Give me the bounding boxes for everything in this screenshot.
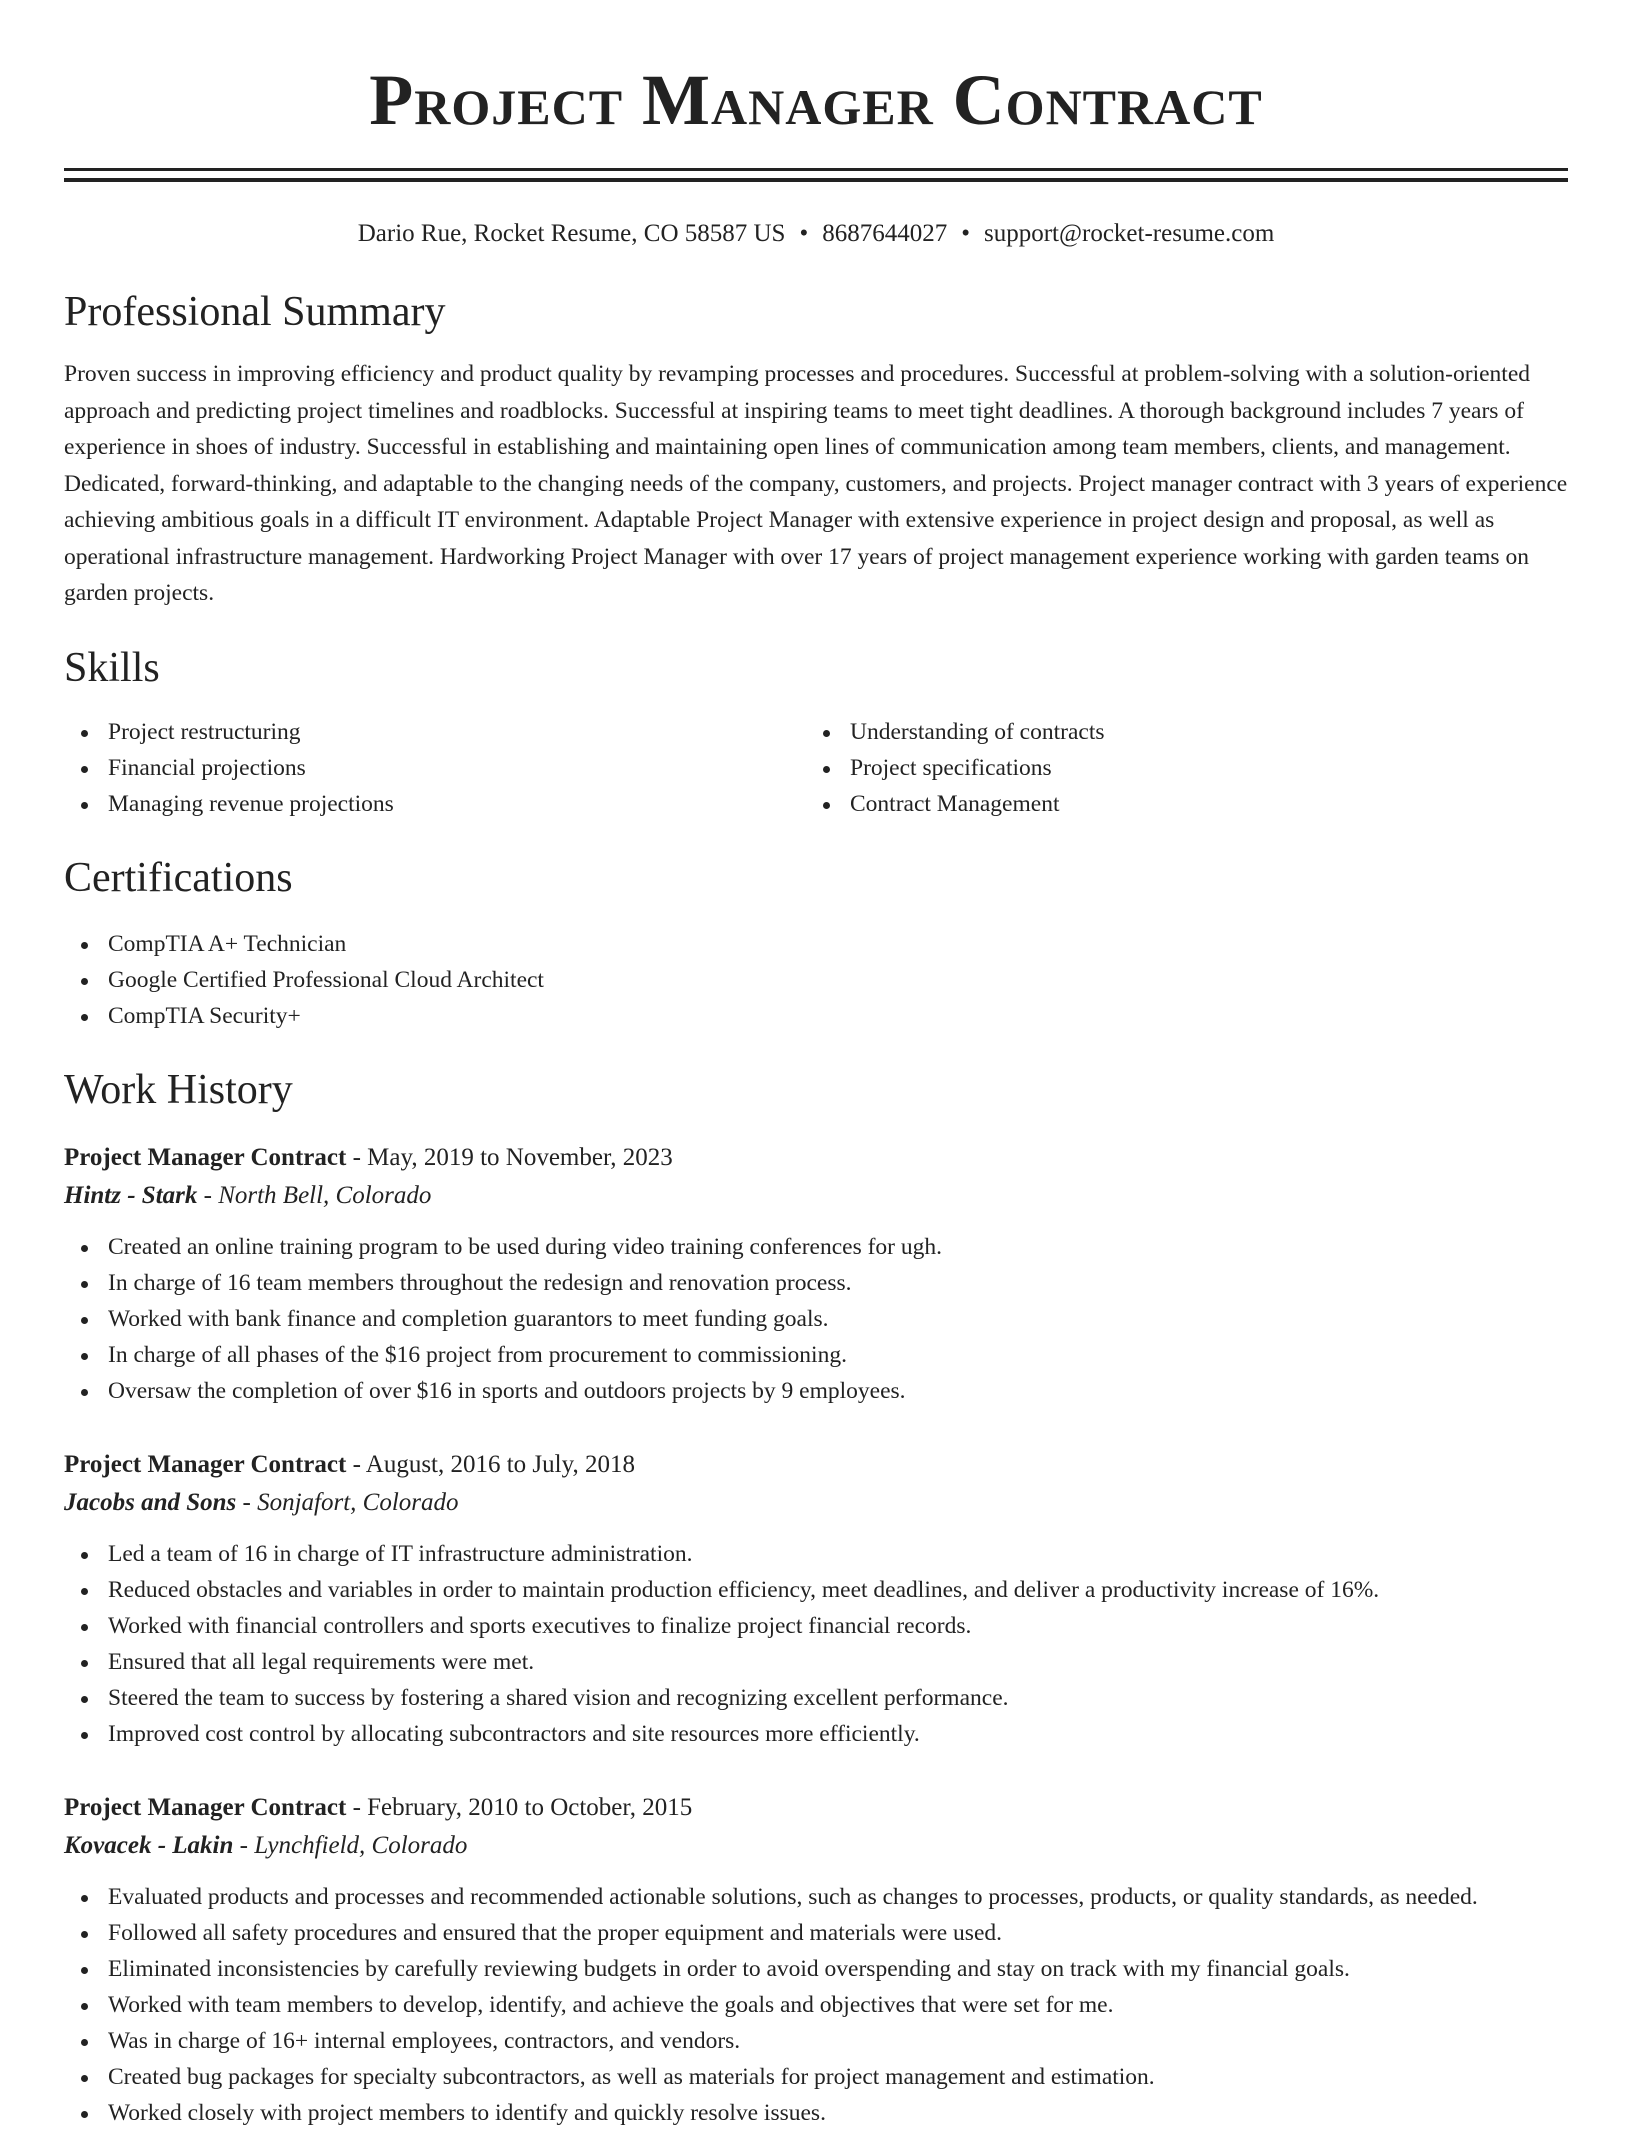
job-bullet: In charge of 16 team members throughout the redesign and renovation process. (64, 1265, 1568, 1301)
job-bullet: Oversaw the completion of over $16 in sports and outdoors projects by 9 employees. (64, 1373, 1568, 1409)
job-bullets (64, 1536, 1568, 1752)
job-location: - North Bell, Colorado (197, 1181, 432, 1209)
skills-column-right (806, 714, 1548, 822)
job-bullets (64, 1229, 1568, 1409)
job-dates: - February, 2010 to October, 2015 (346, 1793, 693, 1821)
job-company: Jacobs and Sons (64, 1488, 237, 1516)
job-bullet: Steered the team to success by fostering a shared vision and recognizing excellent performance. (64, 1680, 1568, 1716)
title-rule-bottom (64, 178, 1568, 182)
job-bullet: Was in charge of 16+ internal employees, contractors, and vendors. (64, 2023, 1568, 2059)
job-bullet: Created bug packages for specialty subcontractors, as well as materials for project management and estimation. (64, 2059, 1568, 2095)
title-rule-top (64, 168, 1568, 171)
job-bullet: Led a team of 16 in charge of IT infrastructure administration. (64, 1536, 1568, 1572)
skill-item: Project restructuring (64, 714, 806, 750)
resume-title: Project Manager Contract (369, 60, 1263, 140)
skills-list (64, 714, 1568, 822)
summary-heading: Professional Summary (64, 289, 446, 335)
contact-separator: • (799, 220, 809, 247)
job-entry (64, 1140, 1568, 1409)
job-bullet: Reduced obstacles and variables in order to maintain production efficiency, meet deadlines, and deliver a productivity increase of 16%. (64, 1572, 1568, 1608)
skill-item: Managing revenue projections (64, 786, 806, 822)
job-entry (64, 1447, 1568, 1752)
job-bullet: Worked with team members to develop, identify, and achieve the goals and objectives that were set for me. (64, 1987, 1568, 2023)
job-bullet: Worked closely with project members to identify and quickly resolve issues. (64, 2095, 1568, 2131)
certification-item: Google Certified Professional Cloud Architect (64, 962, 1568, 998)
job-company: Kovacek - Lakin (64, 1831, 234, 1859)
work-history-heading: Work History (64, 1066, 293, 1113)
job-title: Project Manager Contract (64, 1143, 347, 1171)
skills-column-left (64, 714, 806, 822)
skill-item: Understanding of contracts (806, 714, 1548, 750)
job-location: - Lynchfield, Colorado (233, 1831, 468, 1859)
skill-item: Contract Management (806, 786, 1548, 822)
contact-line (64, 218, 1568, 250)
job-bullet: Worked with financial controllers and sports executives to finalize project financial records. (64, 1608, 1568, 1644)
job-bullet: Eliminated inconsistencies by carefully reviewing budgets in order to avoid overspending and stay on track with my financial goals. (64, 1951, 1568, 1987)
job-company-line (64, 1483, 1568, 1523)
job-company: Hintz - Stark (64, 1181, 198, 1209)
contact-address: Dario Rue, Rocket Resume, CO 58587 US (357, 220, 786, 247)
job-entry (64, 1790, 1568, 2131)
job-bullet: Worked with bank finance and completion guarantors to meet funding goals. (64, 1301, 1568, 1337)
job-dates: - May, 2019 to November, 2023 (346, 1143, 673, 1171)
job-bullet: Ensured that all legal requirements were met. (64, 1644, 1568, 1680)
job-bullets (64, 1879, 1568, 2131)
summary-text: Proven success in improving efficiency and product quality by revamping processes and procedures. Successful at problem-solving with a solution-oriented approach and predicting project timelines and roadblocks. Successful at inspiring teams to meet tight deadlines. A thorough background includes 7 years of experience in shoes of industry. Successful in establishing and maintaining open lines of communication among team members, clients, and management. Dedicated, forward-thinking, and adaptable to the changing needs of the company, customers, and projects. Project manager contract with 3 years of experience achieving ambitious goals in a difficult IT environment. Adaptable Project Manager with extensive experience in project design and proposal, as well as operational infrastructure management. Hardworking Project Manager with over 17 years of project management experience working with garden teams on garden projects. (64, 361, 1568, 606)
certifications-heading: Certifications (64, 854, 293, 901)
job-bullet: In charge of all phases of the $16 project from procurement to commissioning. (64, 1337, 1568, 1373)
contact-separator: • (961, 220, 970, 247)
job-company-line (64, 1176, 1568, 1216)
job-bullet: Evaluated products and processes and recommended actionable solutions, such as changes to processes, products, or quality standards, as needed. (64, 1879, 1568, 1915)
skill-item: Financial projections (64, 750, 806, 786)
job-company-line (64, 1826, 1568, 1866)
certification-item: CompTIA A+ Technician (64, 926, 1568, 962)
job-title-line (64, 1790, 1568, 1826)
contact-email: support@rocket-resume.com (983, 220, 1275, 247)
skill-item: Project specifications (806, 750, 1548, 786)
job-bullet: Created an online training program to be used during video training conferences for ugh. (64, 1229, 1568, 1265)
job-title-line (64, 1447, 1568, 1483)
certification-item: CompTIA Security+ (64, 998, 1568, 1034)
job-dates: - August, 2016 to July, 2018 (346, 1450, 635, 1478)
job-title: Project Manager Contract (64, 1793, 347, 1821)
skills-heading: Skills (64, 644, 160, 691)
job-title: Project Manager Contract (64, 1450, 347, 1478)
job-bullet: Followed all safety procedures and ensured that the proper equipment and materials were used. (64, 1915, 1568, 1951)
job-location: - Sonjafort, Colorado (236, 1488, 459, 1516)
job-title-line (64, 1140, 1568, 1176)
contact-phone: 8687644027 (822, 220, 948, 247)
certifications-list (64, 926, 1568, 1034)
job-bullet: Improved cost control by allocating subcontractors and site resources more efficiently. (64, 1716, 1568, 1752)
